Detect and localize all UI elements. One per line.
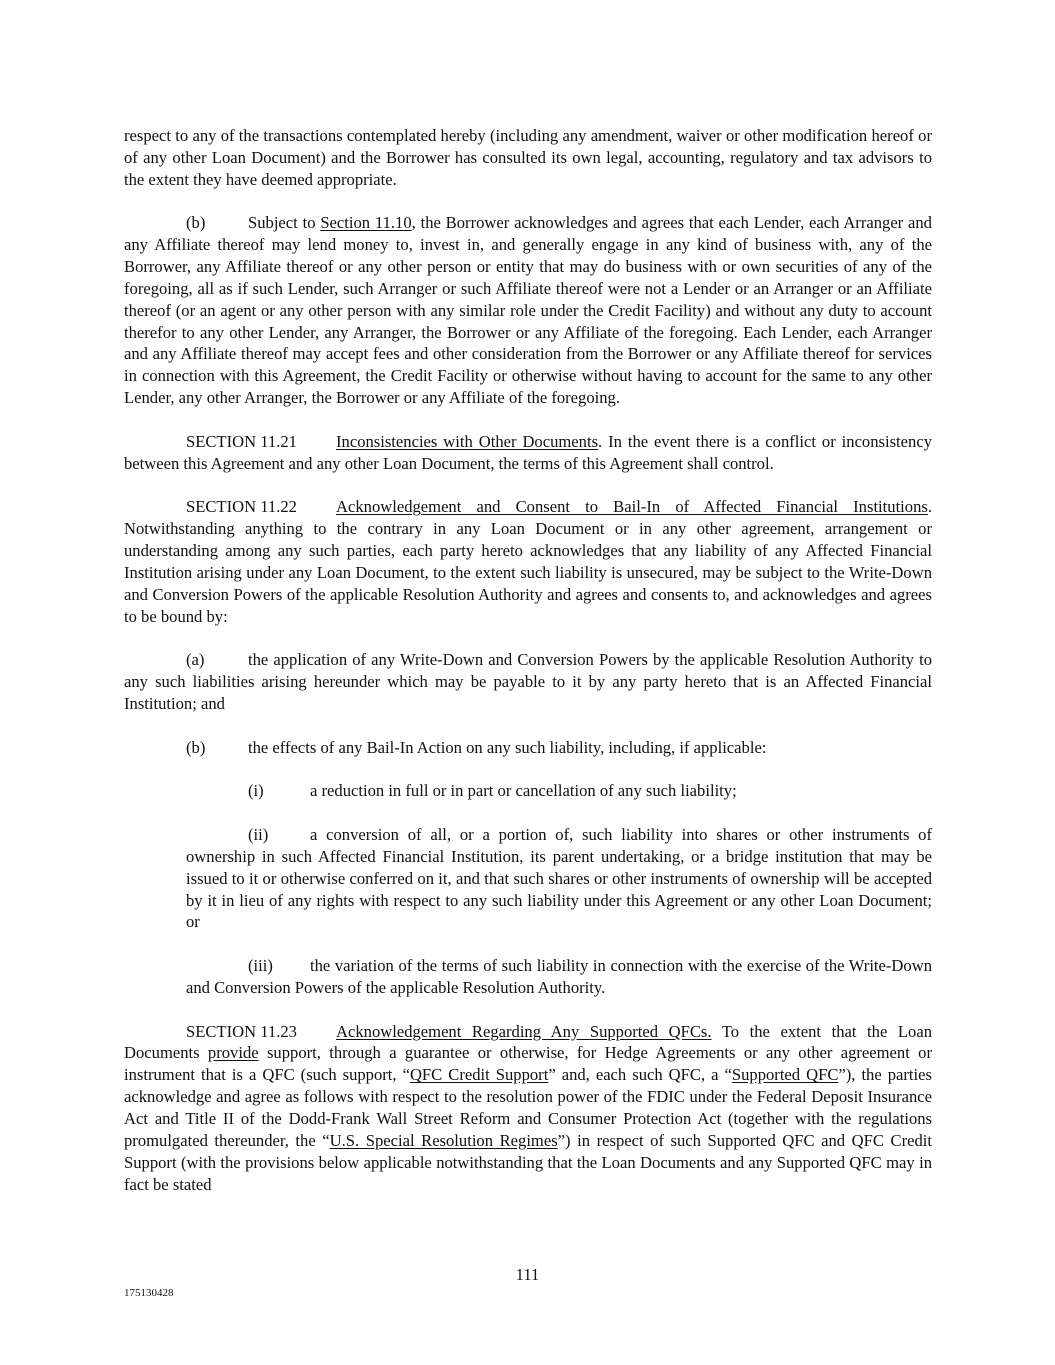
paragraph (124, 780, 932, 802)
text-segment: a reduction in full or in part or cancellation of any such liability; (310, 781, 737, 801)
paragraph-label: (iii) (248, 956, 273, 976)
text-segment: support, through a guarantee or otherwise, for Hedge Agreements or any other agreement or instrument that is a QFC (such support, “ (124, 1043, 932, 1085)
defined-term: provide (207, 1043, 259, 1063)
text-segment: ”), the parties acknowledge and agree as follows with respect to the resolution power of the FDIC under the Federal Deposit Insurance Act and Title II of the Dodd-Frank Wall Street Reform and Consumer Protection Act (together with the regulations promulgated thereunder, the “ (124, 1065, 932, 1150)
defined-term: Acknowledgement and Consent to Bail-In of Affected Financial Institutions (336, 497, 928, 517)
paragraph (124, 737, 932, 759)
page-number: 111 (515, 1265, 540, 1284)
paragraph (186, 955, 932, 999)
document-body (124, 125, 932, 1217)
text-segment: ”) in respect of such Supported QFC and QFC Credit Support (with the provisions below applicable notwithstanding that the Loan Documents and any Supported QFC may in fact be stated (124, 1130, 932, 1194)
text-segment: respect to any of the transactions contemplated hereby (including any amendment, waiver or other modification hereof or of any other Loan Document) and the Borrower has consulted its own legal, accounting, regulatory and tax advisors to the extent they have deemed appropriate. (124, 126, 932, 189)
document-id: 175130428 (124, 1287, 174, 1299)
defined-term: Section 11.10 (320, 213, 412, 233)
paragraph (124, 431, 932, 475)
defined-term: QFC Credit Support (409, 1065, 549, 1085)
paragraph (124, 649, 932, 715)
text-segment: , the Borrower acknowledges and agrees that each Lender, each Arranger and any Affiliate thereof may lend money to, invest in, and generally engage in any kind of business with, any of the Borrower, any Affiliate thereof or any other person or entity that may do business with or own securities of any of the foregoing, all as if such Lender, such Arranger or such Affiliate thereof were not a Lender or an Arranger or an Affiliate thereof (or an agent or any other person with any similar role under the Credit Facility) and without any duty to account therefor to any other Lender, any Arranger, the Borrower or any Affiliate of the foregoing. Each Lender, each Arranger and any Affiliate thereof may accept fees and other consideration from the Borrower or any Affiliate thereof for services in connection with this Agreement, the Credit Facility or otherwise without having to account for the same to any other Lender, any other Arranger, the Borrower or any Affiliate of the foregoing. (124, 213, 932, 408)
paragraph (124, 212, 932, 409)
paragraph (186, 824, 932, 933)
paragraph-label: (ii) (248, 825, 269, 844)
paragraph-label: SECTION 11.23 (186, 1021, 297, 1041)
text-segment: Subject to (248, 213, 321, 233)
text-segment: the application of any Write-Down and Conversion Powers by the applicable Resolution Authority to any such liabilities arising hereunder which may be payable to it by any party hereto that is an Affected Financial Institution; and (124, 650, 932, 713)
paragraph-label: SECTION 11.21 (186, 431, 297, 451)
defined-term: Acknowledgement Regarding Any Supported QFCs. (336, 1021, 712, 1041)
text-segment: . In the event there is a conflict or inconsistency between this Agreement and any other Loan Document, the terms of this Agreement shall control. (124, 431, 932, 473)
text-segment: a conversion of all, or a portion of, such liability into shares or other instruments of ownership in such Affected Financial Institution, its parent undertaking, or a bridge institution that may be issued to it or otherwise conferred on it, and that such shares or other instruments of ownership will be accepted by it in lieu of any rights with respect to any such liability under this Agreement or any other Loan Document; or (186, 825, 932, 932)
defined-term: Supported QFC (731, 1065, 839, 1085)
defined-term: Inconsistencies with Other Documents (336, 431, 599, 451)
paragraph (124, 125, 932, 191)
paragraph-label: (a) (186, 650, 205, 670)
paragraph-label: (i) (248, 781, 264, 801)
paragraph-label: (b) (186, 737, 206, 757)
text-segment: ” and, each such QFC, a “ (548, 1065, 732, 1085)
defined-term: U.S. Special Resolution Regimes (329, 1130, 558, 1150)
text-segment: . Notwithstanding anything to the contrary in any Loan Document or in any other agreement, arrangement or understanding among any such parties, each party hereto acknowledges that any liability of any Affected Financial Institution arising under any Loan Document, to the extent such liability is unsecured, may be subject to the Write-Down and Conversion Powers of the applicable Resolution Authority and agrees and consents to, and acknowledges and agrees to be bound by: (124, 497, 932, 626)
text-segment: To the extent that the Loan Documents (124, 1021, 932, 1063)
paragraph (124, 1021, 932, 1196)
text-segment: the effects of any Bail-In Action on any such liability, including, if applicable: (248, 737, 767, 757)
text-segment: the variation of the terms of such liability in connection with the exercise of the Write-Down and Conversion Powers of the applicable Resolution Authority. (186, 956, 932, 997)
paragraph-label: (b) (186, 213, 206, 233)
paragraph-label: SECTION 11.22 (186, 497, 297, 517)
paragraph (124, 496, 932, 627)
